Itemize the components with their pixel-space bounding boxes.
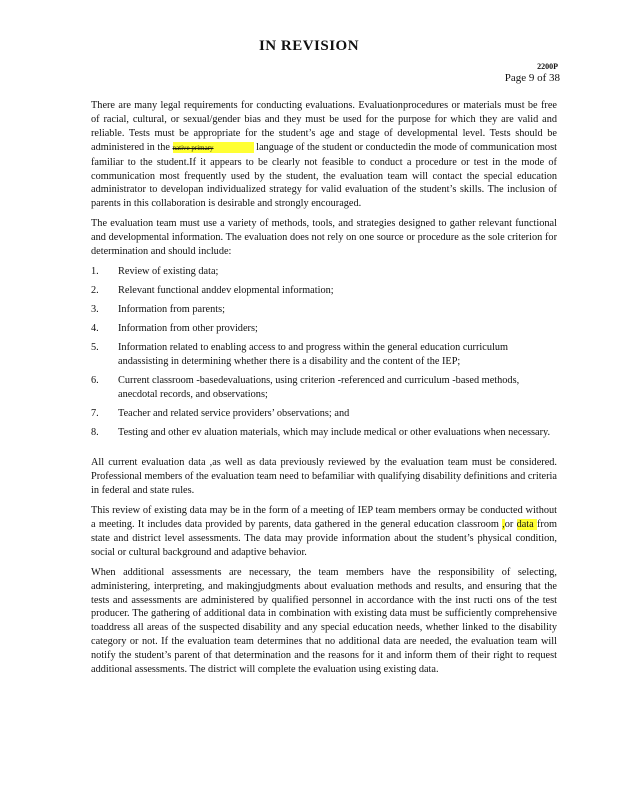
list-item bbox=[91, 407, 557, 421]
list-number: 2. bbox=[91, 285, 99, 297]
paragraph-current-data: All current evaluation data ,as well as data previously reviewed by the evaluation team must be considered. Professional members of the evaluation team need to befamiliar with qualifying disability definitions and criteria in federal and state rules. bbox=[91, 457, 557, 497]
page-number: Page 9 of 38 bbox=[504, 72, 560, 84]
highlighted-data: data bbox=[516, 518, 537, 530]
paragraph-text: This review of existing data may be in the form of a meeting of IEP team members ormay be conducted without a meeting. It includes data provided by parents, data gathered in the general education classroom bbox=[91, 505, 557, 530]
spacer bbox=[91, 446, 557, 456]
list-item bbox=[91, 265, 557, 279]
list-item bbox=[91, 341, 557, 369]
list-text: Information from other providers; bbox=[118, 323, 258, 335]
highlighted-deletion bbox=[173, 142, 254, 153]
list-text: Information related to enabling access to and progress within the general education curriculum andassisting in determining whether there is a disability and the content of the IEP; bbox=[118, 342, 508, 368]
list-item bbox=[91, 426, 557, 440]
document-body bbox=[91, 99, 557, 683]
page-title: IN REVISION bbox=[258, 38, 360, 54]
paragraph-review-existing-data bbox=[91, 504, 557, 560]
policy-code: 2200P bbox=[537, 62, 558, 71]
list-text: Teacher and related service providers’ observations; and bbox=[118, 408, 350, 420]
highlighted-comma: , bbox=[502, 518, 505, 530]
paragraph-additional-assessments: When additional assessments are necessary, the team members have the responsibility of selecting, administering, interpreting, and makingjudgments about evaluation methods and results, and ensuring that the tests and assessments are administered by qualified personnel in accordance with the inst ructi ons of the test producer. The gathering of additional data in combination with existing data must be sufficiently comprehensive toaddress all areas of the suspected disability and any special education needs, whether linked to the disability category or not. If the evaluation team determines that no additional data are needed, the evaluation team will notify the student’s parent of that determination and the reasons for it and inform them of their right to request additional assessments. The district will complete the evaluation using existing data. bbox=[91, 566, 557, 676]
paragraph-text: There are many legal requirements for conducting evaluations. Evaluationprocedures or materials must be free of racial, cultural, or sexual/gender bias and they must be used for the purpose for which they are valid and reliable. Tests must be appropriate for the student’s age and stage of developmental level. Tests should be administered in the bbox=[91, 100, 557, 153]
evaluation-list bbox=[91, 265, 557, 440]
list-item bbox=[91, 322, 557, 336]
paragraph-text: language of the student or conductedin the mode of communication most familiar to the student.If it appears to be clearly not feasible to conduct a procedure or test in the mode of communication most frequently used by the student, the evaluation team will contact the special education administrator to developan individualized strategy for valid evaluation of the student’s skills. The inclusion of parents in this collaboration is desirable and strongly encouraged. bbox=[91, 141, 558, 210]
list-text: Relevant functional anddev elopmental information; bbox=[118, 285, 334, 297]
list-number: 4. bbox=[91, 323, 99, 335]
list-text: Information from parents; bbox=[118, 304, 225, 316]
list-number: 8. bbox=[91, 427, 99, 439]
paragraph-text: or bbox=[504, 518, 517, 530]
list-item bbox=[91, 284, 557, 298]
list-number: 7. bbox=[91, 408, 99, 420]
paragraph-variety-of-methods: The evaluation team must use a variety of methods, tools, and strategies designed to gather relevant functional and developmental information. The evaluation does not rely on one source or procedure as the sole criterion for determination and should include: bbox=[91, 218, 557, 258]
struck-text: native primary bbox=[172, 143, 214, 152]
list-number: 6. bbox=[91, 375, 99, 387]
paragraph-text: from state and district level assessments. The data may provide information about the student’s physical condition, social or cultural background and adaptive behavior. bbox=[91, 518, 557, 558]
paragraph-legal-requirements bbox=[91, 99, 557, 211]
list-item bbox=[91, 374, 557, 402]
list-text: Testing and other ev aluation materials, which may include medical or other evaluations when necessary. bbox=[118, 427, 551, 439]
list-text: Current classroom -basedevaluations, using criterion -referenced and curriculum -based methods, anecdotal records, and observations; bbox=[118, 375, 520, 401]
list-item bbox=[91, 303, 557, 317]
list-number: 3. bbox=[91, 304, 99, 316]
list-number: 1. bbox=[91, 265, 99, 277]
list-text: Review of existing data; bbox=[118, 265, 219, 277]
list-number: 5. bbox=[91, 342, 99, 354]
